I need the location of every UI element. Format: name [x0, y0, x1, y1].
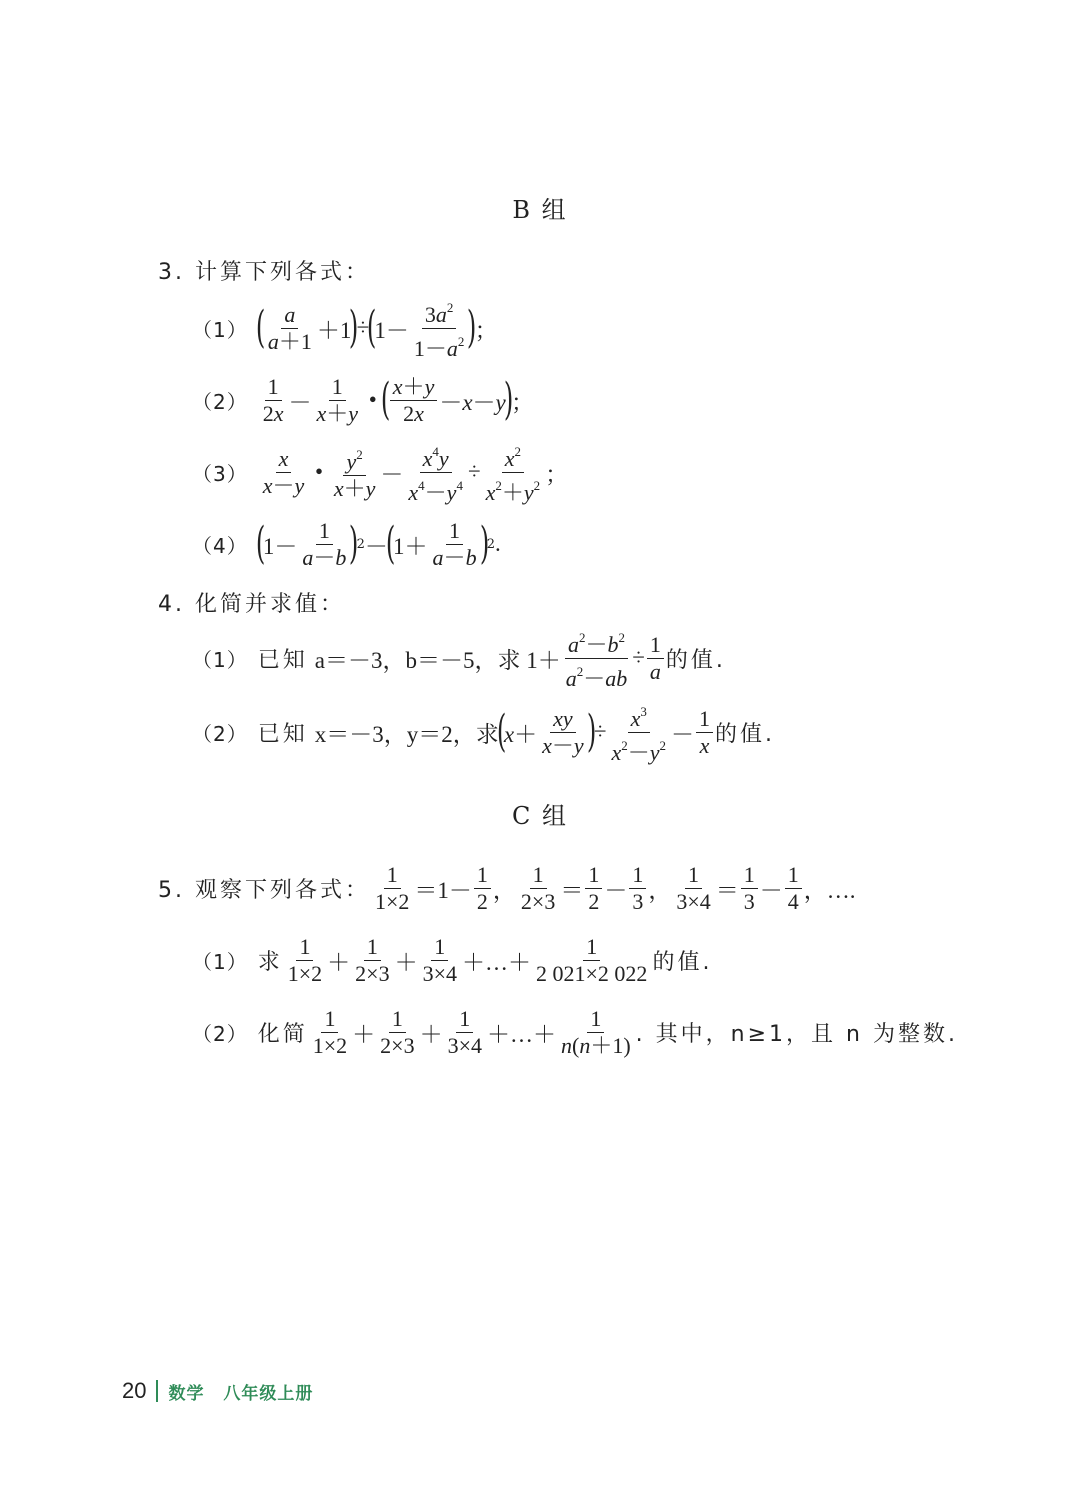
- q5-part1: （1） 求 $\frac{1}{1\times 2}$ ＋ $\frac{1}{2\times 3}$ ＋ $\frac{1}{3\times 4}$ ＋…＋ $\frac{1}{2 021\times 2 022}$ 的值.: [192, 933, 713, 986]
- q4-part1: （1） 已知 a＝－3，b＝－5，求 1＋ $\frac{a^2-b^2}{a^2-ab}$ ÷ $\frac{1}{a}$ 的值.: [192, 628, 726, 688]
- book-title: 数学 八年级上册: [168, 1383, 314, 1404]
- part-label: （2）: [192, 721, 248, 746]
- section-c-heading: C 组: [512, 802, 568, 830]
- q3-part1: （1） ( $\frac{a}{a+1}$ ＋1 ) ÷ ( 1－ $\frac{3a^2}{1-a^2}$ ) ；: [192, 298, 498, 358]
- section-b-heading: B 组: [512, 196, 568, 224]
- part-label: （1）: [192, 317, 248, 342]
- footer-divider: [156, 1380, 158, 1402]
- part-label: （1）: [192, 647, 248, 672]
- page-number: 20: [122, 1378, 147, 1403]
- q3-part2: （2） $\frac{1}{2x}$ － $\frac{1}{x+y}$ • ( $\frac{x+y}{2x}$ －x－y ) ；: [192, 373, 534, 426]
- q3-part3: （3） $\frac{x}{x-y}$ • $\frac{y^2}{x+y}$ － $\frac{x^4y}{x^4-y^4}$ ÷ $\frac{x^2}{x^2+y^2}$ ；: [192, 442, 568, 502]
- q5-title: 5. 观察下列各式： $\frac{1}{1\times 2}$ ＝1－ $\frac{1}{2}$ ， $\frac{1}{2\times 3}$ ＝ $\frac{1}{2}$ － $\frac{1}{3}$ ， $\frac{1}{3\times 4}$ ＝ $\frac{1}{3}$ － $\frac{1}{4}$ ，….: [158, 861, 856, 914]
- part-label: （1）: [192, 949, 248, 974]
- q4-part2: （2） 已知 x＝－3，y＝2，求 ( x＋ $\frac{xy}{x-y}$ ) ÷ $\frac{x^3}{x^2-y^2}$ － $\frac{1}{x}$ 的值.: [192, 702, 775, 762]
- part-label: （3）: [192, 461, 248, 486]
- q4-title: 4. 化简并求值：: [158, 591, 345, 617]
- q3-title: 3. 计算下列各式：: [158, 259, 370, 285]
- q5-part2: （2） 化简 $\frac{1}{1\times 2}$ ＋ $\frac{1}{2\times 3}$ ＋ $\frac{1}{3\times 4}$ ＋…＋ $\frac{1}{n(n+1)}$ . 其中，n≥1，且 n 为整数.: [192, 1005, 958, 1058]
- part-label: （2）: [192, 389, 248, 414]
- part-label: （4）: [192, 533, 248, 558]
- q3-part4: （4） ( 1－ $\frac{1}{a-b}$ ) 2 － ( 1＋ $\frac{1}{a-b}$ ) 2 .: [192, 517, 501, 570]
- part-label: （2）: [192, 1021, 248, 1046]
- page-footer: [122, 1374, 313, 1408]
